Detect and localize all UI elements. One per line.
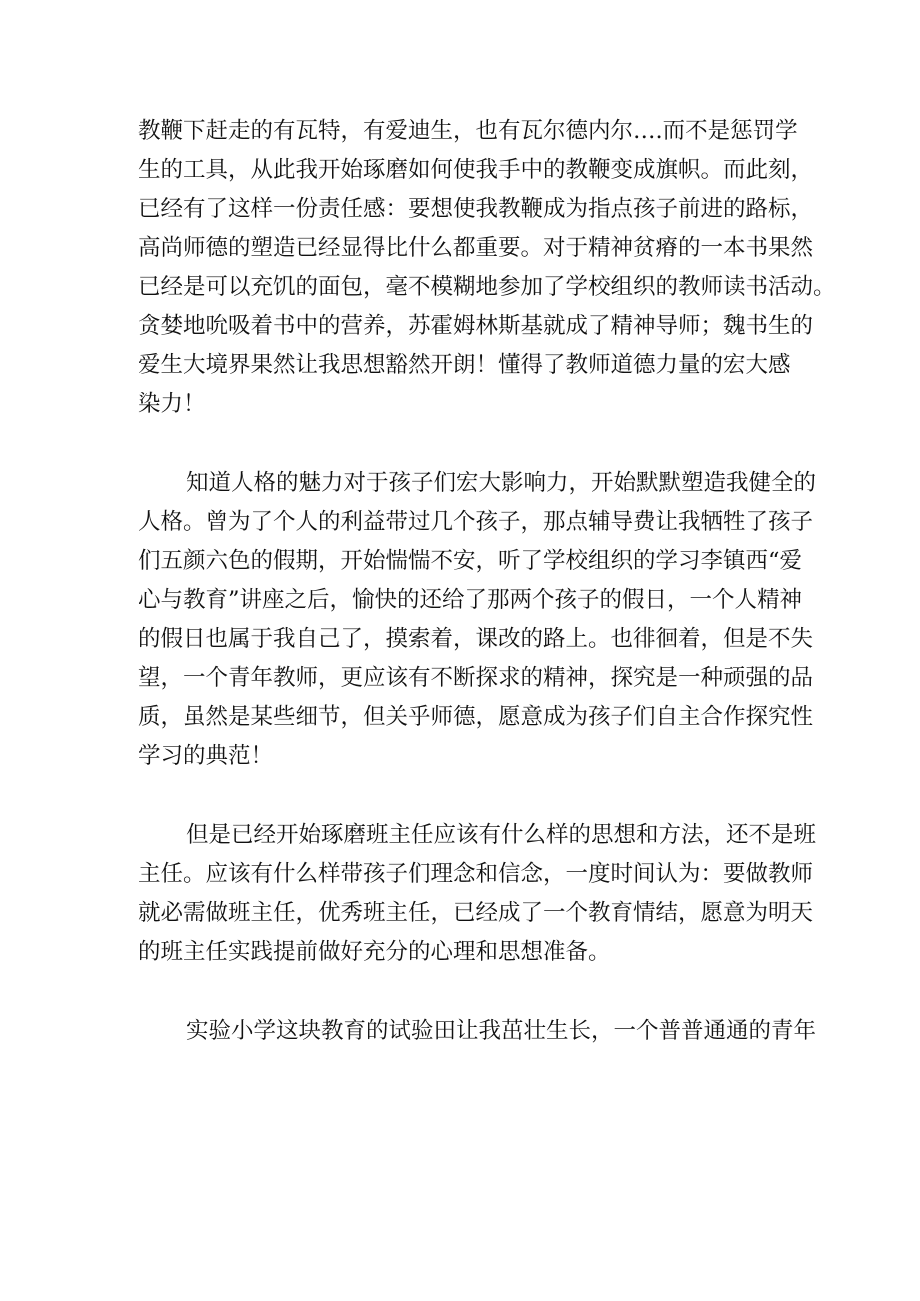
- paragraph-line: 的班主任实践提前做好充分的心理和思想准备。: [138, 939, 611, 965]
- paragraph-line: 们五颜六色的假期，开始惴惴不安，听了学校组织的学习李镇西“爱: [138, 548, 803, 574]
- paragraph-line: 但是已经开始琢磨班主任应该有什么样的思想和方法，还不是班: [186, 822, 817, 848]
- paragraph-line: 就必需做班主任，优秀班主任，已经成了一个教育情结，愿意为明天: [138, 900, 814, 926]
- paragraph-1: [138, 112, 836, 424]
- paragraph-spacer: [138, 424, 798, 464]
- paragraph-line: 学习的典范！: [138, 743, 274, 769]
- paragraph-line: 主任。应该有什么样带孩子们理念和信念，一度时间认为：要做教师: [138, 861, 814, 887]
- paragraph-line: 生的工具，从此我开始琢磨如何使我手中的教鞭变成旗帜。而此刻，: [138, 157, 814, 183]
- paragraph-line: 人格。曾为了个人的利益带过几个孩子，那点辅导费让我牺牲了孩子: [138, 509, 814, 535]
- paragraph-line: 已经有了这样一份责任感：要想使我教鞭成为指点孩子前进的路标，: [138, 196, 814, 222]
- paragraph-4: [138, 1012, 817, 1051]
- paragraph-spacer: [138, 776, 798, 816]
- paragraph-line: 爱生大境界果然让我思想豁然开朗！懂得了教师道德力量的宏大感: [138, 352, 791, 378]
- paragraph-line: 实验小学这块教育的试验田让我茁壮生长，一个普普通通的青年: [186, 1018, 817, 1044]
- paragraph-line: 教鞭下赶走的有瓦特，有爱迪生，也有瓦尔德内尔….而不是惩罚学: [138, 118, 798, 144]
- paragraph-line: 知道人格的魅力对于孩子们宏大影响力，开始默默塑造我健全的: [186, 470, 817, 496]
- paragraph-line: 心与教育”讲座之后，愉快的还给了那两个孩子的假日，一个人精神: [138, 587, 803, 613]
- paragraph-line: 已经是可以充饥的面包，毫不模糊地参加了学校组织的教师读书活动。: [138, 274, 836, 300]
- paragraph-line: 贪婪地吮吸着书中的营养，苏霍姆林斯基就成了精神导师；魏书生的: [138, 313, 814, 339]
- paragraph-spacer: [138, 972, 798, 1012]
- document-body: [138, 112, 836, 1051]
- paragraph-line: 望，一个青年教师，更应该有不断探求的精神，探究是一种顽强的品: [138, 665, 814, 691]
- paragraph-line: 高尚师德的塑造已经显得比什么都重要。对于精神贫瘠的一本书果然: [138, 235, 814, 261]
- paragraph-line: 染力！: [138, 391, 206, 417]
- paragraph-3: [138, 816, 817, 972]
- paragraph-line: 的假日也属于我自己了，摸索着，课改的路上。也徘徊着，但是不失: [138, 626, 814, 652]
- paragraph-line: 质，虽然是某些细节，但关乎师德，愿意成为孩子们自主合作探究性: [138, 704, 814, 730]
- paragraph-2: [138, 464, 817, 776]
